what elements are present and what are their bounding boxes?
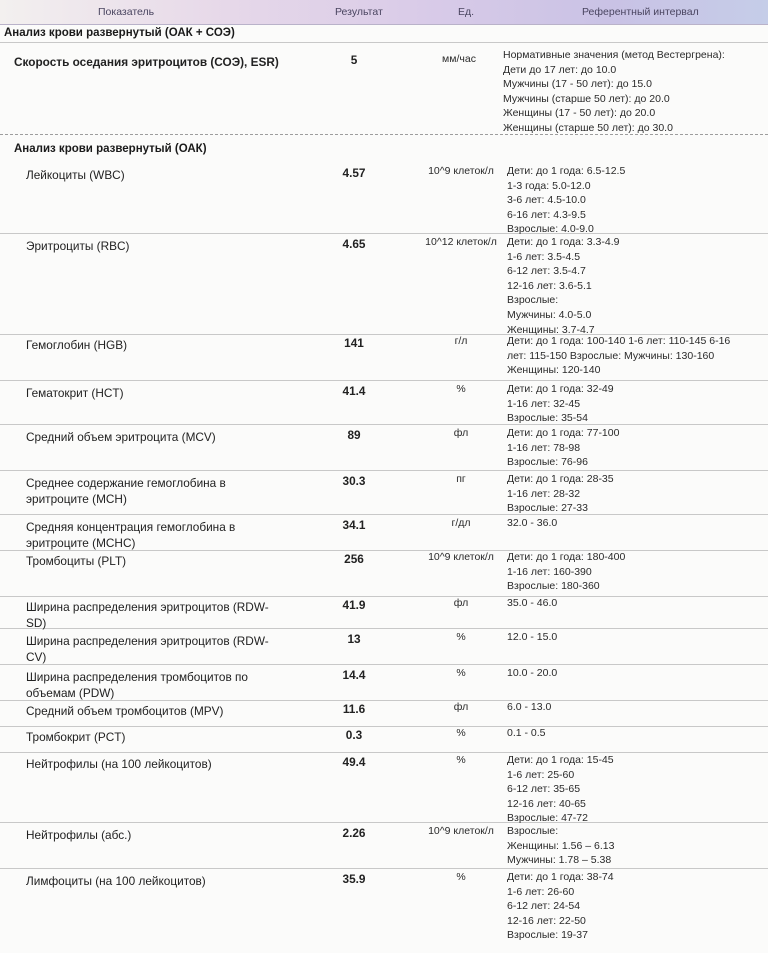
- reference-line: Взрослые: 35-54: [507, 412, 588, 425]
- reference-line: Нормативные значения (метод Вестергрена):: [503, 49, 725, 61]
- reference-line: Взрослые: 4.0-9.0: [507, 223, 594, 236]
- row-indicator-name: Ширина распределения эритроцитов (RDW-SD): [26, 600, 269, 630]
- reference-line: Взрослые: 76-96: [507, 456, 588, 469]
- row-unit: %: [456, 754, 466, 766]
- reference-line: 6-12 лет: 3.5-4.7: [507, 265, 586, 278]
- row-unit: фл: [453, 701, 469, 713]
- row-indicator-name: Средний объем эритроцита (MCV): [26, 430, 216, 444]
- row-reference: [507, 472, 757, 516]
- reference-line: 12-16 лет: 3.6-5.1: [507, 279, 592, 292]
- row-result-value: 49.4: [342, 755, 366, 769]
- row-reference: [507, 164, 757, 237]
- esr-unit: мм/час: [442, 53, 476, 65]
- row-result-value: 141: [344, 336, 364, 350]
- reference-line: Мужчины (17 - 50 лет): до 15.0: [503, 78, 652, 91]
- row-result-value: 0.3: [345, 728, 363, 742]
- reference-line: Женщины (17 - 50 лет): до 20.0: [503, 107, 656, 120]
- row-result-value: 2.26: [342, 826, 366, 840]
- row-result-value: 256: [344, 552, 364, 566]
- row-result-value: 4.57: [342, 166, 366, 180]
- row-indicator-name: Лейкоциты (WBC): [26, 168, 125, 182]
- row-reference: [507, 334, 747, 378]
- table-header: [0, 0, 768, 25]
- row-unit: %: [456, 631, 466, 643]
- section-title-cbc: Анализ крови развернутый (ОАК): [14, 143, 207, 155]
- row-indicator-name: Нейтрофилы (на 100 лейкоцитов): [26, 757, 212, 771]
- reference-line: Взрослые: 47-72: [507, 812, 588, 825]
- reference-line: 12-16 лет: 22-50: [507, 914, 586, 927]
- reference-line: Дети: до 1 года: 180-400: [507, 551, 626, 563]
- reference-line: 1-16 лет: 32-45: [507, 397, 581, 410]
- row-unit: 10^12 клеток/л: [425, 236, 497, 248]
- row-divider: [0, 380, 768, 381]
- reference-line: Дети: до 1 года: 6.5-12.5: [507, 165, 626, 177]
- esr-reference: [503, 48, 753, 136]
- row-result-value: 30.3: [342, 474, 366, 488]
- row-unit: %: [456, 871, 466, 883]
- header-indicator: Показатель: [98, 6, 155, 18]
- row-unit: г/л: [454, 335, 468, 347]
- row-reference: [507, 550, 757, 594]
- reference-line: 32.0 - 36.0: [507, 517, 558, 529]
- reference-line: 6-12 лет: 24-54: [507, 900, 581, 913]
- row-indicator-name: Лимфоциты (на 100 лейкоцитов): [26, 874, 206, 888]
- row-reference: [507, 753, 757, 826]
- row-result-value: 41.4: [342, 384, 366, 398]
- reference-line: 1-6 лет: 26-60: [507, 885, 575, 898]
- row-unit: %: [456, 383, 466, 395]
- reference-line: 1-6 лет: 25-60: [507, 768, 575, 781]
- row-reference: [507, 630, 757, 645]
- reference-line: 1-16 лет: 78-98: [507, 441, 581, 454]
- row-unit: г/дл: [451, 517, 471, 529]
- row-indicator-name: Средний объем тромбоцитов (MPV): [26, 704, 224, 718]
- row-divider: [0, 868, 768, 869]
- row-reference: [507, 382, 757, 426]
- reference-line: Женщины: 1.56 – 6.13: [507, 839, 615, 852]
- row-reference: [507, 426, 757, 470]
- row-result-value: 35.9: [342, 872, 366, 886]
- row-unit: пг: [456, 473, 466, 485]
- reference-line: 35.0 - 46.0: [507, 597, 558, 609]
- dotted-divider: [0, 134, 768, 135]
- row-indicator-name: Тромбоциты (PLT): [26, 554, 127, 568]
- reference-line: Взрослые:: [507, 825, 559, 837]
- reference-line: 6-12 лет: 35-65: [507, 783, 581, 796]
- row-unit: %: [456, 727, 466, 739]
- reference-line: 12.0 - 15.0: [507, 631, 558, 643]
- row-result-value: 14.4: [342, 668, 366, 682]
- reference-line: Взрослые:: [507, 294, 559, 307]
- row-result-value: 13: [347, 632, 361, 646]
- row-reference: [507, 235, 757, 337]
- reference-line: Женщины: 3.7-4.7: [507, 323, 595, 336]
- reference-line: 1-16 лет: 160-390: [507, 565, 592, 578]
- reference-line: 1-6 лет: 3.5-4.5: [507, 250, 581, 263]
- reference-line: Мужчины (старше 50 лет): до 20.0: [503, 92, 670, 105]
- header-unit: Ед.: [458, 6, 475, 18]
- row-indicator-name: Эритроциты (RBC): [26, 239, 130, 253]
- reference-line: 0.1 - 0.5: [507, 727, 546, 739]
- reference-line: Дети: до 1 года: 77-100: [507, 427, 620, 439]
- row-indicator-name: Ширина распределения эритроцитов (RDW-CV): [26, 634, 269, 664]
- reference-line: 6.0 - 13.0: [507, 701, 552, 713]
- row-reference: [507, 700, 757, 715]
- reference-line: Дети до 17 лет: до 10.0: [503, 63, 617, 76]
- row-result-value: 4.65: [342, 237, 366, 251]
- reference-line: Взрослые: 19-37: [507, 929, 588, 942]
- reference-line: Взрослые: 27-33: [507, 502, 588, 515]
- reference-line: Дети: до 1 года: 100-140 1-6 лет: 110-145 6-16 лет: 115-150 Взрослые: Мужчины: 130-160 Женщины: 120-140: [507, 335, 731, 377]
- row-reference: [507, 824, 757, 868]
- row-unit: фл: [453, 597, 469, 609]
- row-divider: [0, 470, 768, 471]
- reference-line: Дети: до 1 года: 15-45: [507, 754, 614, 766]
- row-indicator-name: Ширина распределения тромбоцитов по объемам (PDW): [26, 670, 248, 700]
- row-result-value: 11.6: [342, 702, 366, 716]
- row-indicator-name: Среднее содержание гемоглобина в эритроците (MCH): [26, 476, 226, 506]
- header-reference: Референтный интервал: [582, 6, 699, 18]
- divider: [0, 42, 768, 43]
- section-title-main: Анализ крови развернутый (ОАК + СОЭ): [4, 27, 235, 39]
- row-unit: 10^9 клеток/л: [428, 165, 494, 177]
- row-unit: 10^9 клеток/л: [428, 825, 494, 837]
- row-indicator-name: Средняя концентрация гемоглобина в эритроците (MCHC): [26, 520, 236, 550]
- reference-line: Дети: до 1 года: 32-49: [507, 383, 614, 395]
- esr-value: 5: [350, 53, 358, 67]
- reference-line: 3-6 лет: 4.5-10.0: [507, 194, 586, 207]
- row-reference: [507, 516, 757, 531]
- row-reference: [507, 666, 757, 681]
- row-indicator-name: Нейтрофилы (абс.): [26, 828, 132, 842]
- row-reference: [507, 596, 757, 611]
- reference-line: Дети: до 1 года: 3.3-4.9: [507, 236, 620, 248]
- row-indicator-name: Гематокрит (HCT): [26, 386, 124, 400]
- row-indicator-name: Гемоглобин (HGB): [26, 338, 128, 352]
- header-result: Результат: [335, 6, 383, 18]
- row-reference: [507, 870, 757, 943]
- reference-line: Мужчины: 4.0-5.0: [507, 308, 592, 321]
- row-result-value: 41.9: [342, 598, 366, 612]
- reference-line: 10.0 - 20.0: [507, 667, 558, 679]
- reference-line: 1-16 лет: 28-32: [507, 487, 581, 500]
- row-unit: %: [456, 667, 466, 679]
- row-result-value: 34.1: [342, 518, 366, 532]
- reference-line: Взрослые: 180-360: [507, 580, 600, 593]
- reference-line: Дети: до 1 года: 38-74: [507, 871, 614, 883]
- esr-name: Скорость оседания эритроцитов (СОЭ), ESR): [14, 55, 279, 69]
- row-unit: 10^9 клеток/л: [428, 551, 494, 563]
- reference-line: 1-3 года: 5.0-12.0: [507, 179, 591, 192]
- row-reference: [507, 726, 757, 741]
- reference-line: 6-16 лет: 4.3-9.5: [507, 208, 586, 221]
- reference-line: Дети: до 1 года: 28-35: [507, 473, 614, 485]
- reference-line: Женщины (старше 50 лет): до 30.0: [503, 121, 673, 134]
- row-indicator-name: Тромбокрит (PCT): [26, 730, 126, 744]
- reference-line: Мужчины: 1.78 – 5.38: [507, 854, 612, 867]
- reference-line: 12-16 лет: 40-65: [507, 797, 586, 810]
- row-unit: фл: [453, 427, 469, 439]
- row-result-value: 89: [347, 428, 361, 442]
